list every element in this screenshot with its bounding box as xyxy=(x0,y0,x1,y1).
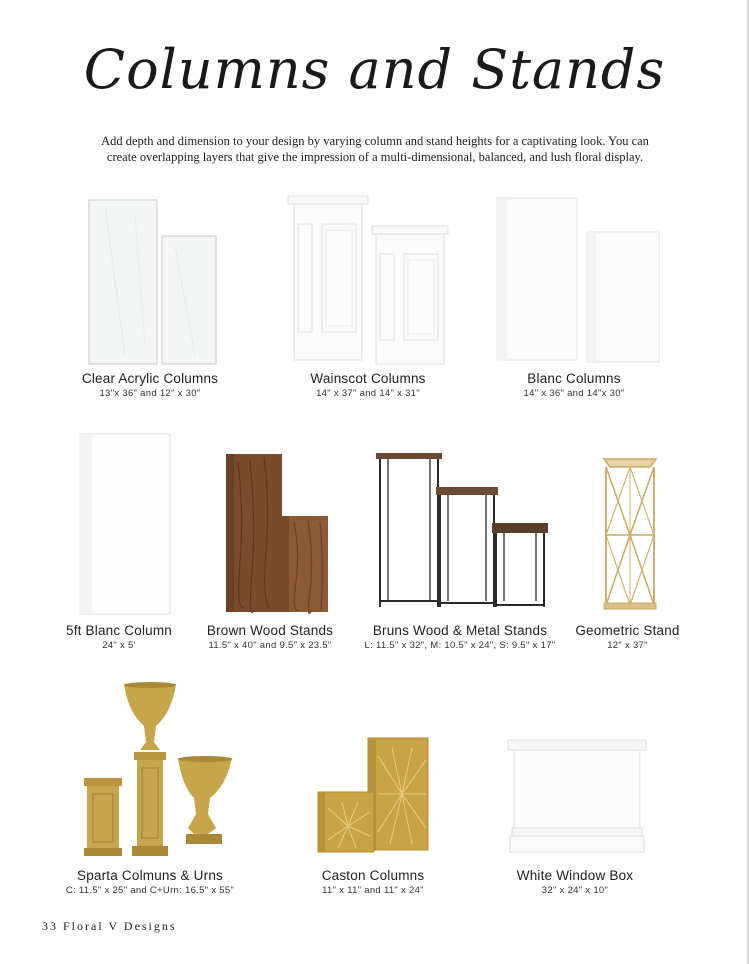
5ft-blanc-column-image xyxy=(78,432,172,616)
bruns-wood-metal-stands-image xyxy=(374,451,554,611)
brown-wood-stands-image xyxy=(224,452,332,616)
product-name: White Window Box xyxy=(516,868,634,883)
product-caption xyxy=(293,868,453,896)
sparta-columns-urns-image xyxy=(82,682,234,862)
product-dimensions: 12" x 37" xyxy=(607,640,648,651)
product-dimensions: C: 11.5" x 25" and C+Urn: 16.5" x 55" xyxy=(65,885,235,896)
product-dimensions: 11" x 11" and 11" x 24" xyxy=(322,885,424,896)
product-name: Clear Acrylic Columns xyxy=(81,371,219,386)
product-dimensions: 14" x 37" and 14" x 31" xyxy=(316,388,420,399)
product-dimensions: 11.5" x 40" and 9.5" x 23.5" xyxy=(208,640,332,651)
product-name: 5ft Blanc Column xyxy=(66,623,172,638)
page-title: Columns and Stands xyxy=(83,38,666,101)
intro-text: Add depth and dimension to your design by varying column and stand heights for a captivating look. You can create overlapping layers that give the impression of a multi-dimensional, balanced, and lush floral display. xyxy=(101,134,649,164)
product-dimensions: 32" x 24" x 10" xyxy=(541,885,609,896)
product-caption xyxy=(40,868,260,896)
product-name: Brown Wood Stands xyxy=(206,623,334,638)
product-caption xyxy=(495,868,655,896)
product-name: Geometric Stand xyxy=(575,623,680,638)
product-name: Wainscot Columns xyxy=(310,371,426,386)
caston-columns-image xyxy=(316,736,434,856)
product-name: Sparta Colmuns & Urns xyxy=(76,868,223,883)
geometric-stand-image xyxy=(600,455,660,613)
page-folio: 33 Floral V Designs xyxy=(42,919,177,933)
product-caption xyxy=(39,623,199,651)
product-caption xyxy=(50,371,250,399)
product-dimensions: 14" x 36" and 14"x 30" xyxy=(523,388,625,399)
product-caption xyxy=(474,371,674,399)
blanc-columns-image xyxy=(495,196,665,366)
product-caption xyxy=(268,371,468,399)
product-dimensions: 13"x 36" and 12" x 30" xyxy=(99,388,201,399)
clear-acrylic-columns-image xyxy=(85,196,220,368)
product-caption xyxy=(350,623,570,651)
white-window-box-image xyxy=(506,738,648,858)
product-caption xyxy=(190,623,350,651)
product-caption xyxy=(555,623,700,651)
product-dimensions: 24" x 5' xyxy=(102,640,136,651)
product-name: Blanc Columns xyxy=(527,371,621,386)
wainscot-columns-image xyxy=(286,194,452,366)
product-name: Caston Columns xyxy=(321,868,425,883)
product-dimensions: L: 11.5" x 32", M: 10.5" x 24", S: 9.5" x 17" xyxy=(364,640,556,651)
product-name: Bruns Wood & Metal Stands xyxy=(372,623,548,638)
